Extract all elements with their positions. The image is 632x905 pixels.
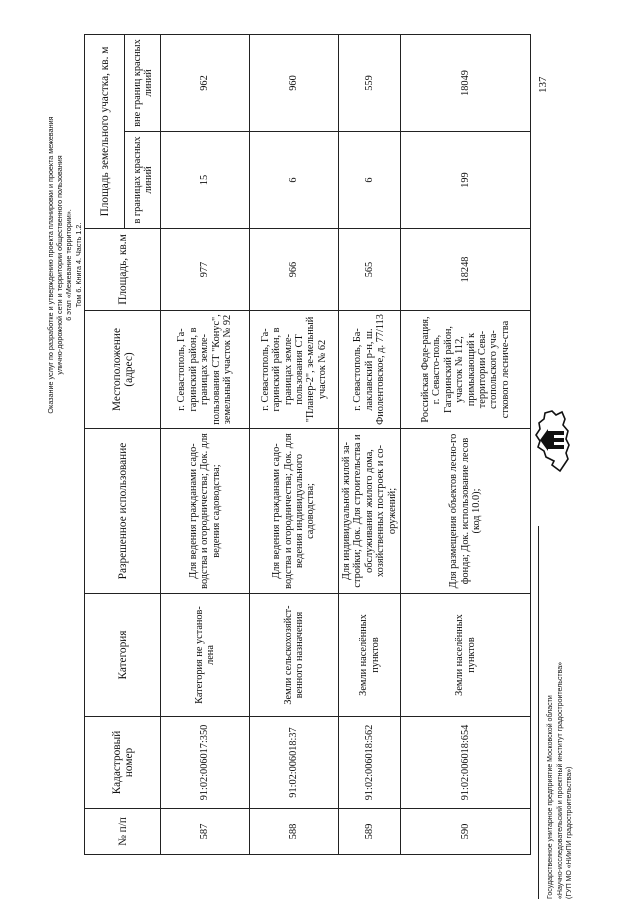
table-row [339, 34, 401, 854]
footer-rule [538, 526, 539, 899]
header-line: Оказание услуг по разработке и утверждению проекта планировки и проекта межевания [46, 116, 55, 414]
cell-outside: 962 [161, 34, 250, 131]
document-header [46, 115, 83, 415]
cell-cadastral: 91:02:006017:350 [161, 717, 250, 809]
institute-logo-icon [530, 405, 575, 475]
cell-within: 15 [161, 132, 250, 229]
header-line: улично-дорожной сети и территории общественного пользования [55, 155, 65, 375]
land-plots-table [84, 34, 531, 855]
cell-num: 590 [401, 809, 531, 855]
cell-num: 587 [161, 809, 250, 855]
header-line: Том 6. Книга 4. Часть 1.2. [73, 222, 83, 308]
header-cadastral: Кадастровый номер [85, 717, 161, 809]
cell-area: 966 [250, 229, 339, 311]
cell-cadastral: 91:02:006018:562 [339, 717, 401, 809]
cell-cadastral: 91:02:006018:654 [401, 717, 531, 809]
cell-permitted-use: Для размещения объектов лесно-го фонда; Док. использование лесов (код 10.0); [401, 429, 531, 594]
footer-line: «Научно-исследовательский и проектный институт градостроительства» [556, 661, 564, 899]
cell-category: Земли сельскохозяйст-венного назначения [250, 594, 339, 717]
cell-cadastral: 91:02:006018:37 [250, 717, 339, 809]
cell-permitted-use: Для индивидуальной жилой за-стройки; Док. Для строительства и обслуживания жилого дома, хозяйственных построек и со-оружений; [339, 429, 401, 594]
cell-num: 589 [339, 809, 401, 855]
table-row [250, 34, 339, 854]
header-outside-red-lines: вне границ красных линий [125, 34, 161, 131]
footer-line: (ГУП МО «НИиПИ градостроительства») [566, 766, 573, 899]
cell-permitted-use: Для ведения гражданами садо-водства и огородничества; Док. для ведения индивидуального садоводства; [250, 429, 339, 594]
cell-area: 18248 [401, 229, 531, 311]
cell-outside: 18049 [401, 34, 531, 131]
header-line: 6 этап «Межевание территории». [64, 209, 74, 321]
cell-location: Российская Феде-рация, г. Севасто-поль, Гагаринский район, участок № 112, примыкающий к территории Сева-стопольского уча-сткового лесниче-ства [401, 311, 531, 429]
cell-within: 6 [339, 132, 401, 229]
header-permitted-use: Разрешенное использование [85, 429, 161, 594]
cell-within: 199 [401, 132, 531, 229]
table-row [401, 34, 531, 854]
header-area: Площадь, кв.м [85, 229, 161, 311]
cell-permitted-use: Для ведения гражданами садо-водства и огородничества; Док. для ведения садоводства; [161, 429, 250, 594]
cell-category: Земли населённых пунктов [339, 594, 401, 717]
cell-location: г. Севастополь, Га-гаринский район, в границах земле-пользования СТ "Планер-2", зе-мельный участок № 62 [250, 311, 339, 429]
cell-category: Земли населённых пунктов [401, 594, 531, 717]
footer-line: Государственное унитарное предприятие Московской области [547, 695, 554, 899]
cell-area: 977 [161, 229, 250, 311]
header-location: Местоположение (адрес) [85, 311, 161, 429]
table-row [161, 34, 250, 854]
header-category: Категория [85, 594, 161, 717]
document-footer [546, 662, 575, 899]
cell-within: 6 [250, 132, 339, 229]
header-within-red-lines: в границах красных линий [125, 132, 161, 229]
cell-num: 588 [250, 809, 339, 855]
cell-outside: 559 [339, 34, 401, 131]
header-plot-area: Площадь земельного участка, кв. м [85, 34, 125, 228]
cell-location: г. Севастополь, Га-гаринский район, в границах земле-пользования СТ "Конус", земельный участок № 92 [161, 311, 250, 429]
cell-category: Категория не установ-лена [161, 594, 250, 717]
cell-area: 565 [339, 229, 401, 311]
cell-location: г. Севастополь, Ба-лаклавский р-н, ш. Фиолентовское, д. 77/113 [339, 311, 401, 429]
page-number: 137 [537, 76, 549, 93]
cell-outside: 960 [250, 34, 339, 131]
header-num: № п/п [85, 809, 161, 855]
